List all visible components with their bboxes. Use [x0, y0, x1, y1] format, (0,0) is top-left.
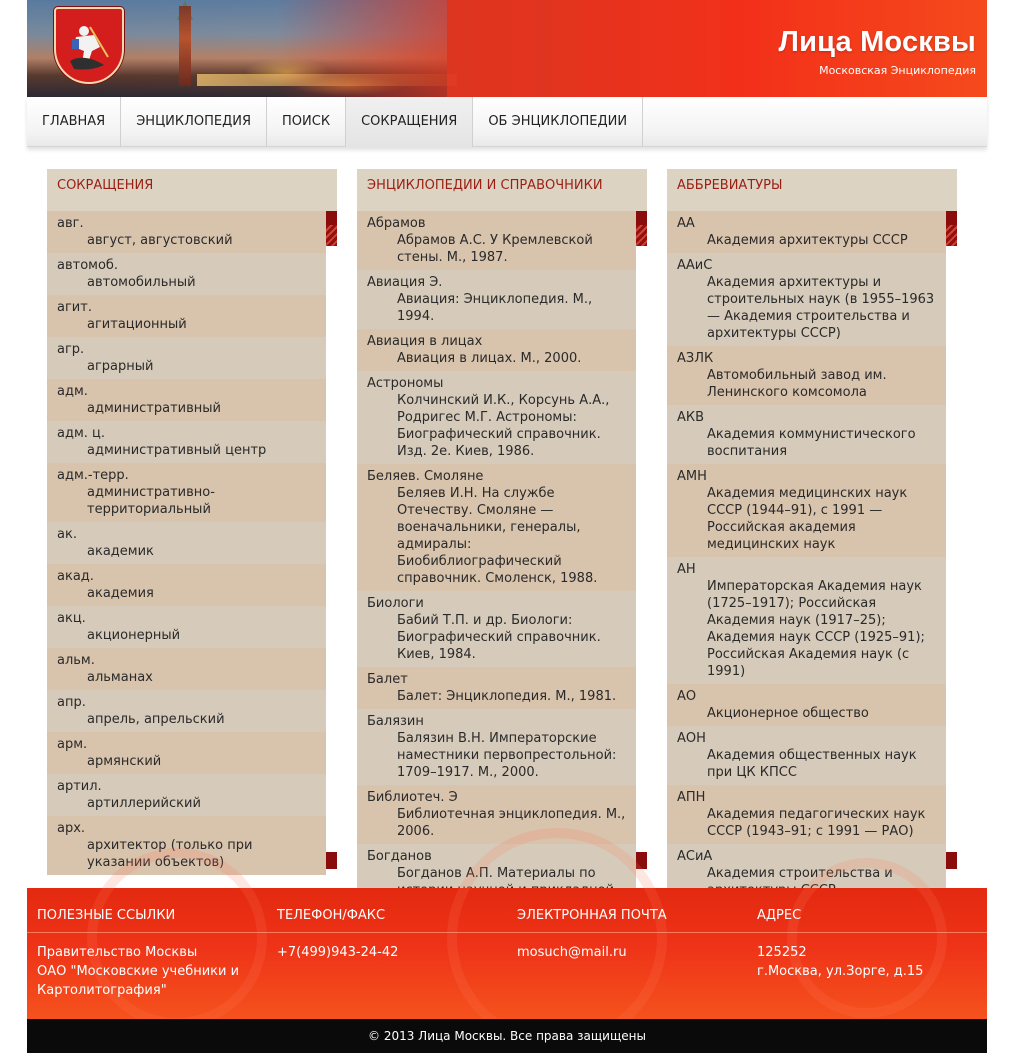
- abbreviations-column: [47, 169, 337, 869]
- list-item: [667, 726, 946, 785]
- entry-term: автомоб.: [57, 258, 119, 273]
- entry-term: адм.-терр.: [57, 468, 129, 483]
- list-item: [667, 464, 946, 557]
- entry-term: Библиотеч. Э: [367, 790, 458, 805]
- footer-ornament: [787, 858, 947, 1018]
- nav-item-search[interactable]: ПОИСК: [267, 97, 346, 147]
- entry-definition: август, августовский: [87, 233, 233, 248]
- acronyms-column: [667, 169, 957, 881]
- entry-definition: Императорская Академия наук (1725–1917); Российская Академия наук (1917–25); Академия наук СССР (1925–91); Российская Академия наук (с 1991): [707, 579, 925, 679]
- nav-item-home[interactable]: ГЛАВНАЯ: [27, 97, 121, 147]
- entry-term: АЗЛК: [677, 351, 714, 366]
- list-item: [47, 564, 326, 606]
- entry-term: Авиация Э.: [367, 275, 443, 290]
- encyclopedias-column: [357, 169, 647, 881]
- entry-term: Богданов: [367, 849, 432, 864]
- entry-definition: артиллерийский: [87, 796, 201, 811]
- entry-definition: альманах: [87, 670, 153, 685]
- entry-term: артил.: [57, 779, 102, 794]
- site-footer: [27, 888, 987, 1019]
- entry-term: авг.: [57, 216, 84, 231]
- entry-definition: архитектор (только при указании объектов): [87, 838, 253, 870]
- footer-phone-title: ТЕЛЕФОН/ФАКС: [277, 908, 386, 923]
- scroll-thumb[interactable]: [326, 211, 337, 246]
- list-item: [667, 785, 946, 844]
- footer-links-title: ПОЛЕЗНЫЕ ССЫЛКИ: [37, 908, 176, 923]
- column-title: ЭНЦИКЛОПЕДИИ И СПРАВОЧНИКИ: [357, 169, 647, 211]
- entry-term: акц.: [57, 611, 86, 626]
- list-item: [667, 253, 946, 346]
- scrollbar[interactable]: [636, 211, 647, 869]
- entry-term: Биологи: [367, 596, 424, 611]
- entry-definition: Акционерное общество: [707, 706, 869, 721]
- list-item: [47, 648, 326, 690]
- entry-definition: Академия медицинских наук СССР (1944–91), с 1991 — Российская академия медицинских наук: [707, 486, 908, 552]
- entry-definition: армянский: [87, 754, 162, 769]
- entry-term: АО: [677, 689, 697, 704]
- column-list: [47, 211, 326, 869]
- postal-code: 125252: [757, 945, 807, 960]
- entry-term: АСиА: [677, 849, 713, 864]
- footer-address-title: АДРЕС: [757, 908, 802, 923]
- entry-definition: Академия архитектуры и строительных наук (в 1955–1963 — Академия строительства и архитектуры СССР): [707, 275, 935, 341]
- footer-address: [757, 943, 987, 981]
- list-item: [667, 405, 946, 464]
- entry-definition: Академия общественных наук при ЦК КПСС: [707, 748, 917, 780]
- scroll-bottom[interactable]: [326, 852, 337, 869]
- photo-fade: [277, 0, 537, 97]
- nav-item-abbreviations[interactable]: СОКРАЩЕНИЯ: [346, 97, 473, 147]
- scroll-thumb[interactable]: [636, 211, 647, 246]
- moscow-coat-of-arms-icon[interactable]: [54, 7, 124, 84]
- footer-phone: [277, 943, 507, 962]
- column-title: АББРЕВИАТУРЫ: [667, 169, 957, 211]
- entry-definition: Балязин В.Н. Императорские наместники первопрестольной: 1709–1917. М., 2000.: [397, 731, 617, 780]
- list-item: [357, 591, 636, 667]
- list-item: [47, 253, 326, 295]
- entry-definition: Бабий Т.П. и др. Биологи: Биографический справочник. Киев, 1984.: [397, 613, 601, 662]
- entry-definition: апрель, апрельский: [87, 712, 225, 727]
- phone-number: +7(499)943-24-42: [277, 945, 399, 960]
- main-navigation: [27, 97, 987, 147]
- entry-definition: Богданов А.П. Материалы по: [397, 866, 596, 881]
- scrollbar[interactable]: [946, 211, 957, 869]
- list-item: [47, 732, 326, 774]
- nav-item-about[interactable]: ОБ ЭНЦИКЛОПЕДИИ: [473, 97, 643, 147]
- entry-definition: административный центр: [87, 443, 267, 458]
- entry-definition: автомобильный: [87, 275, 196, 290]
- column-list: [357, 211, 636, 881]
- scroll-bottom[interactable]: [946, 852, 957, 869]
- list-item: [667, 211, 946, 253]
- entry-definition: Абрамов А.С. У Кремлевской стены. М., 1987.: [397, 233, 593, 265]
- entry-term: АМН: [677, 469, 707, 484]
- entry-definition: акционерный: [87, 628, 181, 643]
- page-wrapper: [27, 0, 987, 1053]
- list-item: [357, 667, 636, 709]
- entry-definition: агитационный: [87, 317, 187, 332]
- link-moscow-textbooks[interactable]: ОАО "Московские учебники и Картолитография": [37, 964, 240, 998]
- site-subtitle: Московская Энциклопедия: [819, 64, 976, 77]
- column-title: СОКРАЩЕНИЯ: [47, 169, 337, 211]
- list-item: [667, 557, 946, 684]
- entry-term: АА: [677, 216, 695, 231]
- entry-definition: Авиация в лицах. М., 2000.: [397, 351, 582, 366]
- list-item: [667, 346, 946, 405]
- entry-term: Балет: [367, 672, 408, 687]
- footer-ornament: [447, 828, 667, 1048]
- entry-definition: Колчинский И.К., Корсунь А.А., Родригес М.Г. Астрономы: Биографический справочник. Изд. 2е. Киев, 1986.: [397, 393, 610, 459]
- list-item: [357, 371, 636, 464]
- site-header: [27, 0, 987, 97]
- entry-term: АН: [677, 562, 696, 577]
- list-item: [47, 606, 326, 648]
- copyright: © 2013 Лица Москвы. Все права защищены: [27, 1019, 987, 1053]
- list-item: [47, 690, 326, 732]
- entry-term: агит.: [57, 300, 92, 315]
- entry-definition: Авиация: Энциклопедия. М., 1994.: [397, 292, 593, 324]
- list-item: [357, 270, 636, 329]
- list-item: [357, 329, 636, 371]
- entry-definition: аграрный: [87, 359, 154, 374]
- list-item: [357, 464, 636, 591]
- entry-term: Балязин: [367, 714, 424, 729]
- entry-term: АОН: [677, 731, 706, 746]
- entry-definition: Библиотечная энциклопедия. М., 2006.: [397, 807, 626, 839]
- entry-definition: Балет: Энциклопедия. М., 1981.: [397, 689, 617, 704]
- scrollbar[interactable]: [326, 211, 337, 869]
- entry-definition: академик: [87, 544, 154, 559]
- entry-definition: Беляев И.Н. На службе Отечеству. Смоляне — военачальники, генералы, адмиралы: Биобиблиографический справочник. Смоленск, 1988.: [397, 486, 598, 586]
- entry-term: адм.: [57, 384, 88, 399]
- list-item: [667, 684, 946, 726]
- entry-definition: академия: [87, 586, 154, 601]
- entry-definition: Автомобильный завод им. Ленинского комсомола: [707, 368, 887, 400]
- site-title[interactable]: Лица Москвы: [778, 26, 976, 58]
- column-list: [667, 211, 946, 881]
- email-link[interactable]: mosuch@mail.ru: [517, 945, 627, 960]
- list-item: [47, 522, 326, 564]
- list-item: [47, 463, 326, 522]
- street-address: г.Москва, ул.Зорге, д.15: [757, 964, 924, 979]
- entry-term: альм.: [57, 653, 95, 668]
- entry-definition: Академия строительства и: [707, 866, 893, 881]
- list-item: [47, 774, 326, 816]
- link-moscow-government[interactable]: Правительство Москвы: [37, 945, 198, 960]
- entry-definition: административный: [87, 401, 221, 416]
- list-item: [47, 211, 326, 253]
- entry-definition: административно-территориальный: [87, 485, 215, 517]
- entry-term: АКВ: [677, 410, 705, 425]
- list-item: [47, 421, 326, 463]
- tower: [179, 6, 191, 86]
- entry-term: арх.: [57, 821, 86, 836]
- entry-term: АПН: [677, 790, 706, 805]
- entry-term: апр.: [57, 695, 86, 710]
- entry-term: арм.: [57, 737, 88, 752]
- entry-term: Астрономы: [367, 376, 444, 391]
- entry-term: адм. ц.: [57, 426, 106, 441]
- entry-term: Беляев. Смоляне: [367, 469, 484, 484]
- footer-links: [37, 943, 252, 1000]
- list-item: [357, 211, 636, 270]
- entry-term: Абрамов: [367, 216, 426, 231]
- list-item: [357, 709, 636, 785]
- entry-term: ААиС: [677, 258, 713, 273]
- footer-email-title: ЭЛЕКТРОННАЯ ПОЧТА: [517, 908, 667, 923]
- list-item: [47, 379, 326, 421]
- entry-definition: Академия педагогических наук СССР (1943–91; с 1991 — РАО): [707, 807, 926, 839]
- entry-term: акад.: [57, 569, 94, 584]
- scroll-thumb[interactable]: [946, 211, 957, 246]
- entry-term: ак.: [57, 527, 77, 542]
- entry-definition: Академия коммунистического воспитания: [707, 427, 916, 459]
- footer-ornament: [87, 848, 267, 1028]
- entry-definition: Академия архитектуры СССР: [707, 233, 908, 248]
- footer-email: [517, 943, 747, 962]
- nav-item-encyclopedia[interactable]: ЭНЦИКЛОПЕДИЯ: [121, 97, 267, 147]
- list-item: [47, 337, 326, 379]
- entry-term: агр.: [57, 342, 85, 357]
- list-item: [47, 295, 326, 337]
- entry-term: Авиация в лицах: [367, 334, 483, 349]
